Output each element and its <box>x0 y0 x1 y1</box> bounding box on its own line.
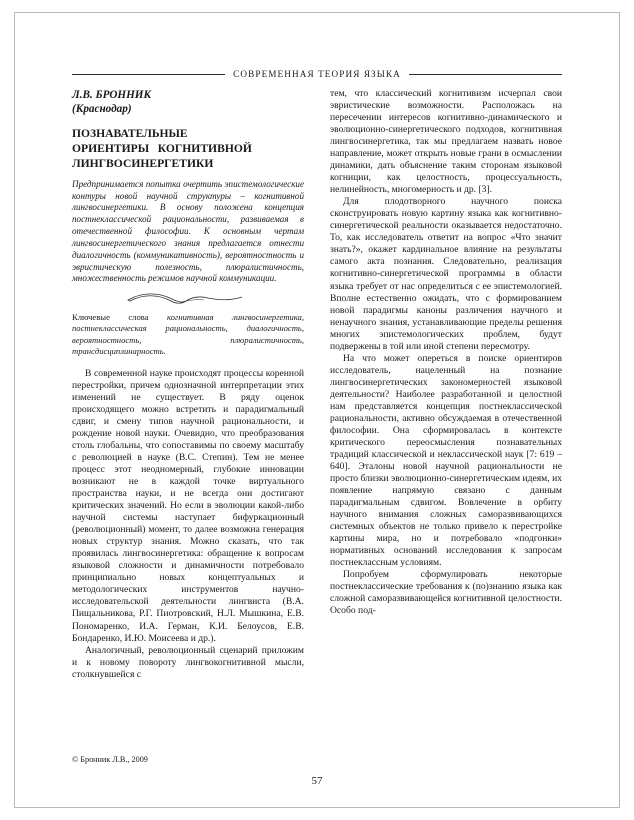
copyright-notice: © Бронник Л.В., 2009 <box>72 755 148 764</box>
article-title-line-1: ПОЗНАВАТЕЛЬНЫЕ <box>72 126 188 140</box>
running-head-rule-right <box>409 74 562 75</box>
running-head-text: СОВРЕМЕННАЯ ТЕОРИЯ ЯЗЫКА <box>233 69 401 79</box>
article-keywords <box>72 312 304 357</box>
running-head-rule-left <box>72 74 225 75</box>
keywords-label: Ключевые слова <box>72 312 149 323</box>
paragraph: В современной науке происходят процессы коренной перестройки, причем однозначной интерпретации этих изменений не существует. В ряду оценок происходящего можно встретить и парадигмальный сдвиг, и смену типов научной рациональности, и рождение новой науки. Очевидно, что преобразования столь глобальны, что сопоставимы по своему масштабу с революцией в науке (В.С. Степин). Тем не менее процесс этот неодномерный, глубокие инновации возникают не в каждой точке виртуального пространства науки, и не всегда они достигают критических значений. Но если в эволюции какой-либо научной системы наступает бифуркационный (революционный) момент, то далее возможна генерация новых структур знания. Можно сказать, что так проявилась лингвосинергетика: обращение к вопросам языковой сложности и динамичности потребовало принципиально новых концептуальных и методологических инструментов научно-исследовательской деятельности лингвиста (В.А. Пищальникова, Р.Г. Пиотровский, Н.Л. Мышкина, Е.В. Пономаренко, И.А. Герман, К.И. Белоусов, Е.В. Бондаренко, И.Ю. Моисеева и др.). <box>72 367 304 644</box>
running-head <box>72 67 562 81</box>
column-left <box>72 88 304 681</box>
column-right <box>330 88 562 617</box>
article-title <box>72 126 304 171</box>
page-number: 57 <box>311 775 323 787</box>
article-title-line-2: ОРИЕНТИРЫ КОГНИТИВНОЙ <box>72 141 252 155</box>
article-title-line-3: ЛИНГВОСИНЕРГЕТИКИ <box>72 156 214 170</box>
paragraph: тем, что классический когнитивизм исчерпал свои эвристические возможности. Расположась на пересечении интересов когнитивно-динамического и эволюционно-синергетического подходов, когнитивная лингвосинергетика, так мы предлагаем назвать новое направление, может открыть новые грани в осмыслении динамики, дать объяснение таким сторонам языковой когниции, как целостность, процессуальность, нелинейность, многомерность и др. [3]. <box>330 88 562 196</box>
paragraph: Для плодотворного научного поиска сконструировать новую картину языка как когнитивно-синергетической реальности оказывается недостаточно. То, как исследователь ответит на вопрос «Что значит знать?», окажет кардинальное влияние на результаты самого акта познания. Следовательно, реализация когнитивно-синергетической программы в области языка требует от нас определиться с ее эпистемологией. Вполне естественно ожидать, что с формированием новой парадигмы каноны различения научного и ненаучного знания, устанавливающие пределы решения многих эпистемологических проблем, будут подвержены в той или иной степени пересмотру. <box>330 196 562 352</box>
keywords-list: когнитивная лингвосинергетика, постнеклассическая рациональность, диалогичность, вероятностность, плюралистичность, трансдисциплинарность. <box>72 312 304 356</box>
paragraph: Аналогичный, революционный сценарий приложим и к новому повороту лингвокогнитивной мысли, столкнувшейся с <box>72 644 304 680</box>
article-abstract: Предпринимается попытка очертить эпистемологические контуры новой научной структуры – когнитивной лингвосинергетики. В основу положена концепция постнеклассической рациональности, развиваемая в отечественной философии. К основным чертам лингвосинергетического знания предлагается отнести диалогичность (коммуникативность), вероятностность и эвристическую полезность, плюралистичность, множественность режимов научной коммуникации. <box>72 178 304 284</box>
article-author: Л.В. БРОННИК <box>72 89 152 101</box>
paragraph: На что может опереться в поиске ориентиров исследователь, нацеленный на познание лингвосинергетических закономерностей языковой деятельности? Наиболее разработанной и целостной нам представляется концепция постнеклассической рациональности, активно обсуждаемая в отечественной философии. Она сформировалась в контексте критического переосмысления познавательных традиций классической и неклассической наук [7: 619 – 640]. Эталоны новой научной рациональности не просто близки эволюционно-синергетическим идеям, их появление напрямую связано с данным парадигмальным сдвигом. Вовлечение в орбиту научного внимания сложных саморазвивающихся системных объектов не только привело к перестройке картины мира, но и потребовало «подгонки» нормативных оснований исследования к запросам постнеклассным условиям. <box>330 352 562 569</box>
paragraph: Попробуем сформулировать некоторые постнеклассические требования к (по)знанию языка как сложной саморазвивающейся когнитивной целостности. Особо под- <box>330 569 562 617</box>
article-city: (Краснодар) <box>72 103 132 116</box>
ornament-divider <box>72 291 304 307</box>
